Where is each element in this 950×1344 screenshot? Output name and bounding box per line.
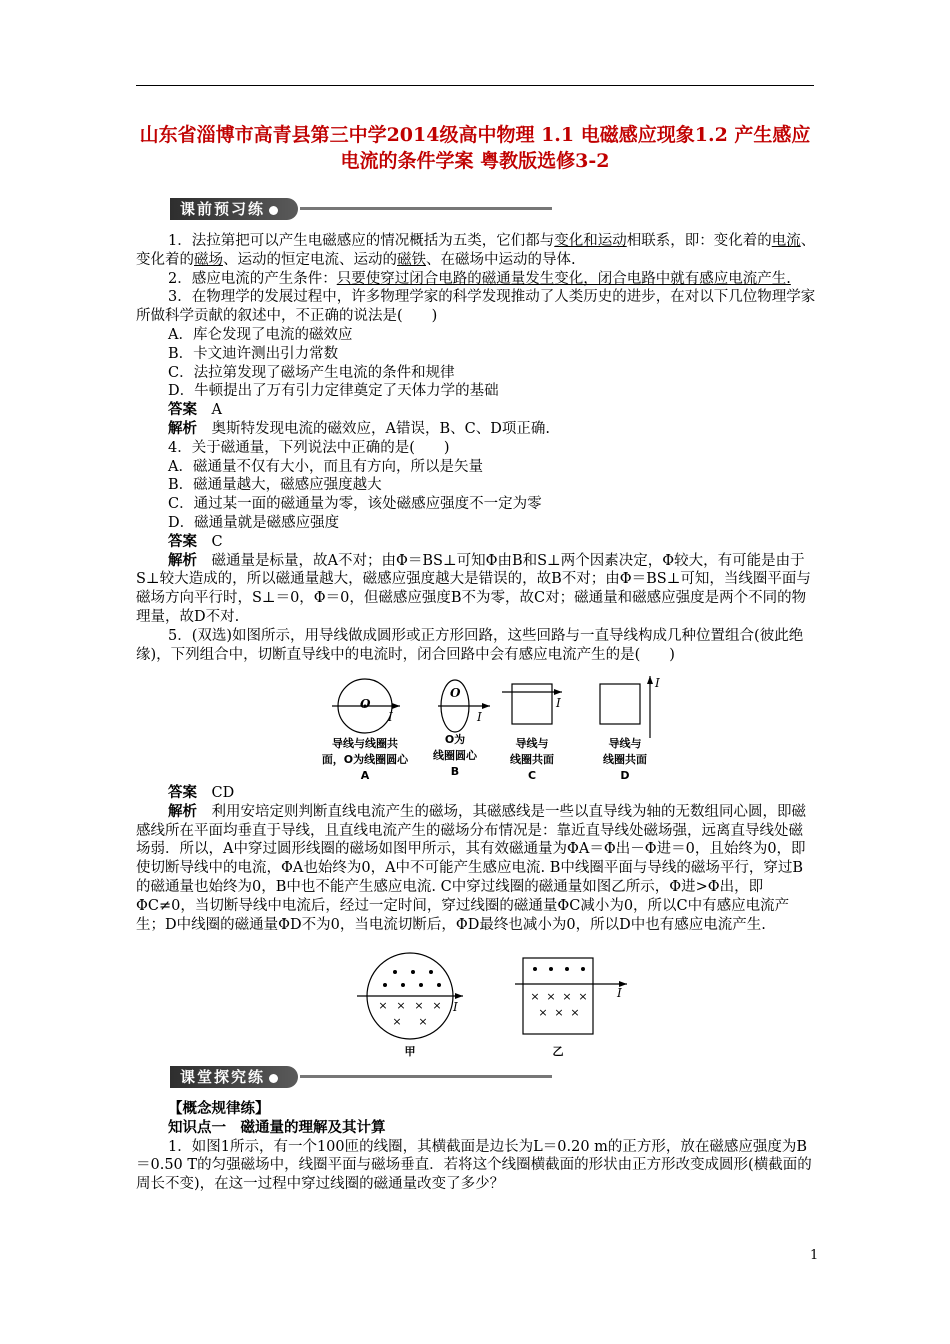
q3-option: B．卡文迪许测出引力常数 — [168, 345, 339, 362]
flux-figure — [355, 952, 645, 1064]
q4-explanation: 解析 磁通量是标量，故A不对；由Φ＝BS⊥可知Φ由B和S⊥两个因素决定，Φ较大，有可能是由于S⊥较大造成的，所以磁通量越大，磁感应强度越大是错误的，故B不对；由Φ＝BS⊥可知，当线圈平面与磁场方向平行时，S⊥＝0，Φ＝0，但磁感应强度B不为零，故C对；磁通量和磁感应强度是两个不同的物理量，故D不对. — [136, 551, 811, 625]
section-class-header — [170, 1066, 552, 1088]
q5-b-i-label: I — [477, 710, 482, 724]
q4-option: A．磁通量不仅有大小，而且有方向，所以是矢量 — [168, 458, 483, 475]
svg-text:×: × — [578, 990, 588, 1003]
bullet-icon — [269, 1074, 278, 1083]
q5-c-i-label: I — [556, 696, 561, 710]
q3-option: D．牛顿提出了万有引力定律奠定了天体力学的基础 — [168, 383, 499, 400]
q3-option: A．库仑发现了电流的磁效应 — [168, 326, 353, 343]
q5-caption-c: 导线与 线圈共面 C — [510, 737, 554, 782]
q5-caption-b: O为 线圈圆心 B — [433, 733, 477, 778]
q5-a-i-label: I — [388, 710, 393, 724]
svg-text:×: × — [570, 1006, 580, 1019]
question-1: 1．法拉第把可以产生电磁感应的情况概括为五类，它们都与变化和运动相联系，即：变化着的电流、变化着的磁场、运动的恒定电流、运动的磁铁、在磁场中运动的导体. — [136, 233, 816, 268]
question-2: 2．感应电流的产生条件：只要使穿过闭合电路的磁通量发生变化，闭合电路中就有感应电流产生. — [168, 270, 791, 287]
q5-b-o-label: O — [450, 686, 461, 700]
bullet-icon — [269, 206, 278, 215]
svg-text:×: × — [546, 990, 556, 1003]
pre-content — [136, 232, 816, 664]
q4-answer: 答案 C — [168, 532, 223, 550]
q3-answer: 答案 A — [168, 401, 222, 419]
q5-caption-a: 导线与线圈共 面，O为线圈圆心 A — [321, 737, 409, 782]
section-class-label: 课堂探究练 — [180, 1068, 266, 1086]
class-question-1: 1．如图1所示，有一个100匝的线圈，其横截面是边长为L＝0.20 m的正方形，放在磁感应强度为B＝0.50 T的匀强磁场中，线圈平面与磁场垂直．若将这个线圈横截面的形状由正方形改变成圆形(横截面的周长不变)，在这一过程中穿过线圈的磁通量改变了多少？ — [136, 1138, 812, 1193]
q5-explanation: 解析 利用安培定则判断直线电流产生的磁场，其磁感线是一些以直导线为轴的无数组同心圆，即磁感线所在平面均垂直于导线，且直线电流产生的磁场分布情况是：靠近直导线处磁场强，远离直导线处磁场弱．所以，A中穿过圆形线圈的磁场如图甲所示，其有效磁通量为ΦA＝Φ出－Φ进＝0，且始终为0，即使切断导线中的电流，ΦA也始终为0，A中不可能产生感应电流. B中线圈平面与导线的磁场平行，穿过B的磁通量也始终为0，B中也不能产生感应电流. C中穿过线圈的磁通量如图乙所示，Φ进>Φ出，即ΦC≠0，当切断导线中电流后，经过一定时间，穿过线圈的磁通量ΦC减小为0，所以C中有感应电流产生；D中线圈的磁通量ΦD不为0，当电流切断后，ΦD最终也减小为0，所以D中也有感应电流产生. — [136, 802, 806, 933]
svg-text:×: × — [392, 1015, 402, 1028]
flux-yi-i-label: I — [617, 986, 622, 1000]
flux-jia-i-label: I — [453, 1000, 458, 1014]
flux-diagram — [355, 952, 645, 1042]
section-pre-header — [170, 198, 552, 220]
q3-explanation: 解析 奥斯特发现电流的磁效应，A错误，B、C、D项正确. — [168, 419, 550, 437]
knowledge-point-1: 知识点一 磁通量的理解及其计算 — [168, 1118, 386, 1136]
q3-option: C．法拉第发现了磁场产生电流的条件和规律 — [168, 364, 455, 381]
svg-text:×: × — [378, 999, 388, 1012]
flux-caption-yi: 乙 — [552, 1045, 564, 1058]
svg-text:×: × — [530, 990, 540, 1003]
question-5: 5．(双选)如图所示，用导线做成圆形或正方形回路，这些回路与一直导线构成几种位置组合(彼此绝缘)，下列组合中，切断直导线中的电流时，闭合回路中会有感应电流产生的是( ) — [136, 627, 804, 663]
svg-text:×: × — [538, 1006, 548, 1019]
flux-caption-jia: 甲 — [404, 1045, 416, 1058]
page-number: 1 — [810, 1248, 819, 1263]
q4-option: C．通过某一面的磁通量为零，该处磁感应强度不一定为零 — [168, 496, 542, 513]
svg-text:×: × — [432, 999, 442, 1012]
q5-a-o-label: O — [360, 697, 371, 711]
header-rule — [136, 85, 814, 86]
question-3: 3．在物理学的发展过程中，许多物理学家的科学发现推动了人类历史的进步，在对以下几位物理学家所做科学贡献的叙述中，不正确的说法是( ) — [136, 289, 816, 325]
q5-solution — [136, 784, 816, 934]
concept-heading: 【概念规律练】 — [168, 1100, 270, 1117]
q5-figure — [321, 674, 670, 784]
class-content — [136, 1100, 816, 1194]
q5-diagram — [330, 674, 670, 744]
q5-caption-d: 导线与 线圈共面 D — [603, 737, 647, 782]
svg-text:×: × — [554, 1006, 564, 1019]
section-pre-label: 课前预习练 — [180, 200, 266, 218]
svg-text:×: × — [562, 990, 572, 1003]
q5-answer: 答案 CD — [168, 784, 235, 801]
svg-text:×: × — [396, 999, 406, 1012]
q4-option: D．磁通量就是磁感应强度 — [168, 514, 340, 531]
q5-d-i-label: I — [655, 676, 660, 690]
svg-text:×: × — [414, 999, 424, 1012]
document-title: 山东省淄博市高青县第三中学2014级高中物理 1.1 电磁感应现象1.2 产生感应电流的条件学案 粤教版选修3-2 — [139, 124, 811, 172]
question-4: 4．关于磁通量，下列说法中正确的是( ) — [168, 439, 450, 456]
svg-text:×: × — [418, 1015, 428, 1028]
q4-option: B．磁通量越大，磁感应强度越大 — [168, 477, 382, 494]
